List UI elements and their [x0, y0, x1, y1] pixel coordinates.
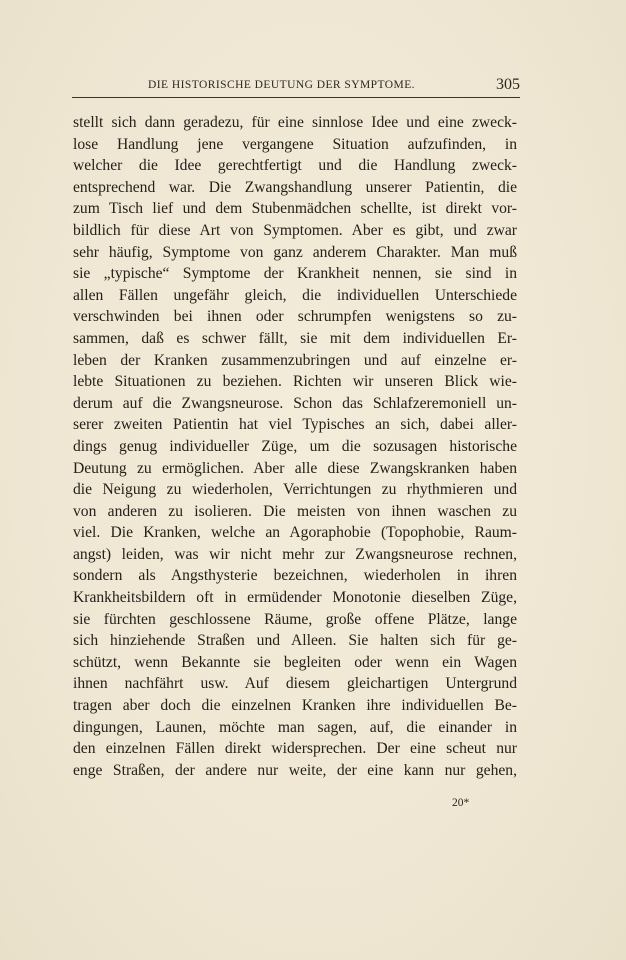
text-line: von anderen zu isolieren. Die meisten von ihnen waschen zu	[73, 502, 517, 520]
signature-mark: 20*	[452, 797, 470, 809]
text-line: verschwinden bei ihnen oder schrumpfen wenigstens so zu-	[73, 308, 517, 326]
text-line: sich hinziehende Straßen und Alleen. Sie halten sich für ge-	[73, 632, 517, 650]
text-line: derum auf die Zwangsneurose. Schon das Schlafzeremoniell un-	[73, 394, 517, 412]
text-line: sammen, daß es schwer fällt, sie mit dem individuellen Er-	[73, 329, 517, 347]
text-line: tragen aber doch die einzelnen Kranken ihre individuellen Be-	[73, 697, 517, 715]
running-header	[148, 76, 520, 98]
text-line: lose Handlung jene vergangene Situation aufzufinden, in	[73, 135, 517, 153]
text-line: serer zweiten Patientin hat viel Typisches an sich, dabei aller-	[73, 416, 517, 434]
running-title: DIE HISTORISCHE DEUTUNG DER SYMPTOME.	[148, 79, 415, 91]
text-line: sie „typische“ Symptome der Krankheit nennen, sie sind in	[73, 265, 517, 283]
text-line: stellt sich dann geradezu, für eine sinnlose Idee und eine zweck-	[73, 114, 517, 131]
text-line: angst) leiden, was wir nicht mehr zur Zwangsneurose rechnen,	[73, 545, 517, 563]
body-text	[73, 112, 517, 781]
text-line: Krankheitsbildern oft in ermüdender Monotonie dieselben Züge,	[73, 589, 517, 607]
text-line: sondern als Angsthysterie bezeichnen, wiederholen in ihren	[73, 567, 517, 585]
text-line: schützt, wenn Bekannte sie begleiten oder wenn ein Wagen	[73, 653, 517, 671]
text-line: Deutung zu ermöglichen. Aber alle diese Zwangskranken haben	[73, 459, 517, 477]
page-number: 305	[496, 76, 520, 93]
text-line: den einzelnen Fällen direkt widersprechen. Der eine scheut nur	[73, 740, 517, 758]
text-line: die Neigung zu wiederholen, Verrichtungen zu rhythmieren und	[73, 481, 517, 499]
text-line: welcher die Idee gerechtfertigt und die Handlung zweck-	[73, 157, 517, 175]
text-line: dingungen, Launen, möchte man sagen, auf, die einander in	[73, 718, 517, 736]
text-line: enge Straßen, der andere nur weite, der eine kann nur gehen,	[73, 761, 517, 779]
text-line: ihnen nachfährt usw. Auf diesem gleichartigen Untergrund	[73, 675, 517, 693]
text-line: dings genug individueller Züge, um die sozusagen historische	[73, 437, 517, 455]
text-line: leben der Kranken zusammenzubringen und auf einzelne er-	[73, 351, 517, 369]
text-line: zum Tisch lief und dem Stubenmädchen schellte, ist direkt vor-	[73, 200, 517, 218]
text-line: sehr häufig, Symptome von ganz anderem Charakter. Man muß	[73, 243, 517, 261]
text-line: lebte Situationen zu beziehen. Richten wir unseren Blick wie-	[73, 373, 517, 391]
text-line: sie fürchten geschlossene Räume, große offene Plätze, lange	[73, 610, 517, 628]
text-line: entsprechend war. Die Zwangshandlung unserer Patientin, die	[73, 178, 517, 196]
text-line: allen Fällen ungefähr gleich, die individuellen Unterschiede	[73, 286, 517, 304]
header-rule	[72, 97, 520, 98]
text-line: viel. Die Kranken, welche an Agoraphobie (Topophobie, Raum-	[73, 524, 517, 542]
text-line: bildlich für diese Art von Symptomen. Aber es gibt, und zwar	[73, 221, 517, 239]
